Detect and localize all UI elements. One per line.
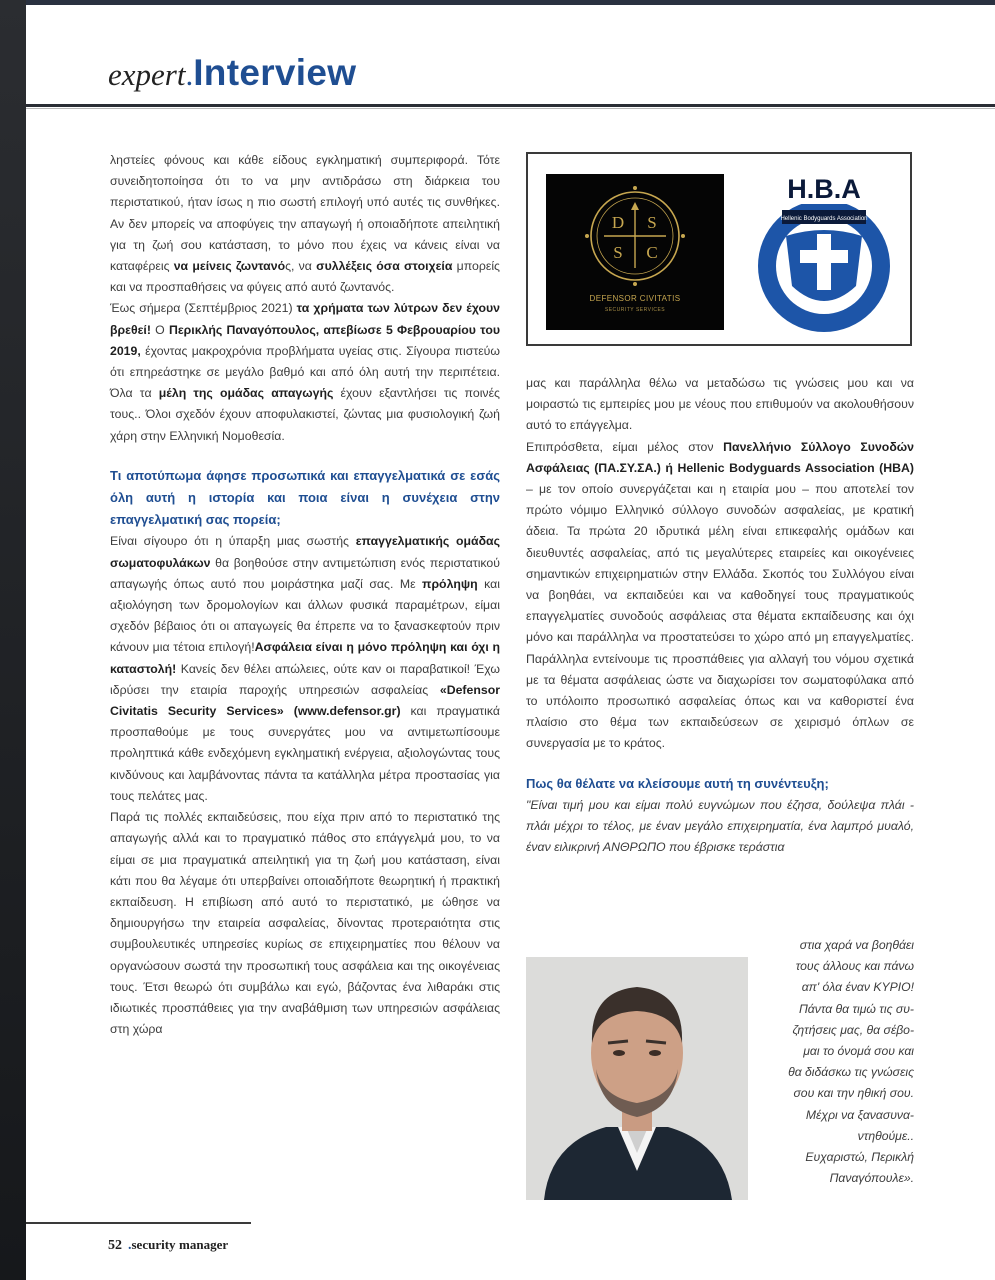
question-heading: Πως θα θέλατε να κλείσουμε αυτή τη συνέντευξη; (526, 775, 829, 791)
dssc-letter-s1: S (647, 213, 657, 232)
quote-line: μαι το όνομά σου και (803, 1044, 914, 1059)
quote-line: στια χαρά να βοηθάει (799, 938, 914, 952)
footer-rule (26, 1222, 251, 1224)
quote-line: τους άλλους και πάνω (795, 959, 914, 974)
quote-line: θα διδάσκω τις γνώσεις (788, 1065, 914, 1080)
masthead-prefix: expert (108, 57, 186, 92)
body-text: και πραγματικά προσπαθούμε με τους συνεργάτες μου να αντιμετωπίσουμε προληπτικά κάθε ενδεχόμενη εγκληματική ενέργεια, αξιολογώντας τους κινδύνους και λαμβάνοντας πάντα τα κατάλληλα μέτρα προστασίας για τους πελάτες μας. (110, 704, 500, 803)
quote-line: απ' όλα έναν ΚΥΡΙΟ! (801, 980, 914, 995)
quote-line: Μέχρι να ξανασυνα- (805, 1107, 914, 1122)
body-text: μας και παράλληλα θέλω να μεταδώσω τις γνώσεις μου και να μοιραστώ τις εμπειρίες μου με νέους που επιθυμούν να ακολουθήσουν αυτό το επάγγελμα. (526, 376, 914, 433)
magazine-name-a: security (131, 1237, 176, 1252)
masthead-dot: . (185, 57, 194, 92)
bold-text: τα χρήματα των λύτρων δεν έχουν βρεθεί! (110, 301, 500, 337)
left-column (110, 150, 500, 1040)
dssc-letter-d: D (611, 213, 625, 232)
hba-greek: ΠΑ.ΣΥ.ΣΑ (804, 302, 844, 312)
header-rule (26, 104, 995, 107)
bold-text: «Defensor Civitatis Security Services» (www.defensor.gr) (110, 682, 500, 719)
hba-logo (752, 166, 897, 336)
right-paragraph (526, 773, 914, 795)
quote-line: Ευχαριστώ, Περικλή (805, 1150, 914, 1165)
body-text: "Είναι τιμή μου και είμαι πολύ ευγνώμων που έζησα, δούλεψα πλάι - πλάι μέχρι το τέλος, με έναν μεγάλο επιχειρηματία, ένα λαμπρό μυαλό, έναν ειλικρινή ΑΝΘΡΩΠΟ που έβρισκε τεράστια (526, 797, 914, 855)
logos-box (526, 152, 912, 346)
quote-line: Πάντα θα τιμώ τις συ- (798, 1001, 914, 1016)
hba-banner: Hellenic Bodyguards Association (780, 216, 868, 222)
body-text: – με τον οποίο συνεργάζεται και η εταιρία μου – που αποτελεί τον πρώτο νόμιμο Ελληνικό σύλλογο συνοδών ασφαλείας, με κρατική άδεια. Τα πρώτα 20 ιδρυτικά μέλη είναι επικεφαλής ομάδων και διευθυντές ασφαλείας, από τις μεγαλύτερες εταιρείες και οικογένειες σημαντικών επιχειρηματιών στην Ελλάδα. Σκοπός του Συλλόγου είναι να βοηθάει, να εκπαιδεύει και να καθοδηγεί τους πραγματικούς επαγγελματίες συνοδούς ασφάλειας στα θέματα εκπαίδευσης και όχι μόνο και παράλληλα να προστατεύσει το χώρο από μη επαγγελματίες. Παράλληλα εντείνουμε τις προσπάθειες για αλλαγή του νόμου σχετικά με τα θέματα ασφάλειας ώστε να διαχωρίσει τον σωματοφύλακα από το υπόλοιπο προσωπικό ασφαλείας όπως και να καθοριστεί ένα πλαίσιο στο θέμα των εκπαιδεύσεων σε χειρισμό όπλων σε συνεργασία με το κράτος. (526, 482, 914, 751)
left-paragraph (110, 465, 500, 532)
bold-text: συλλέξεις όσα στοιχεία (316, 259, 453, 274)
bold-text: επαγγελματικής ομάδας σωματοφυλάκων (110, 534, 500, 570)
body-text: Έως σήμερα (Σεπτέμβριος 2021) (110, 301, 297, 316)
body-text: Είναι σίγουρο ότι η ύπαρξη μιας σωστής (110, 534, 356, 549)
body-text: μπορείς και να προσπαθήσεις να φύγεις από αυτό ζωντανός. (110, 259, 500, 295)
hba-emblem-icon (752, 166, 897, 336)
body-text: έχουν εξαντλήσει τις ποινές τους.. Όλοι σχεδόν έχουν αποφυλακιστεί, ζώντας μια φυσιολογική ζωή χάρη στην Ελληνική Νομοθεσία. (110, 386, 500, 443)
page-footer (108, 1237, 228, 1254)
masthead-title: Interview (193, 52, 357, 93)
body-text: έχοντας μακροχρόνια προβλήματα υγείας στις. Σίγουρα πιστεύω ότι επηρεάστηκε σε μεγάλο βαθμό και από όλη αυτή την περιπέτεια. Όλα τα (110, 343, 500, 401)
quote-line: Παναγόπουλε». (829, 1171, 914, 1186)
left-paragraph (110, 807, 500, 1040)
defensor-logo (546, 174, 724, 330)
right-paragraph (526, 373, 914, 437)
right-column (526, 373, 914, 858)
page-spine (0, 0, 26, 1280)
body-text: Παρά τις πολλές εκπαιδεύσεις, που είχα πριν από το περιστατικό της απαγωγής αλλά και το πραγματικό πάθος στο επάγγελμά μου, το να είμαι σε μια πραγματικά απειλητική για τη ζωή μου κατάσταση, είναι κάτι που θα λέγαμε ότι υπερβαίνει οποιαδήποτε θεωρητική ή πρακτική εκπαίδευση. Η επιβίωση από αυτό το περιστατικό, με ώθησε να δημιουργήσω την εταιρεία ασφαλείας, δίνοντας προτεραιότητα στις συμβουλευτικές υπηρεσίες κυρίως σε επιχειρηματίες που θέλουν να οργανώσουν σωστά την προσωπική τους ασφάλεια και της οικογένειας τους. Έτσι θεωρώ ότι συμβάλω και εγώ, βάζοντας ένα λιθαράκι στις ιδιωτικές προσπάθειες για την αναβάθμιση των υπηρεσιών ασφάλειας στη χώρα (110, 810, 500, 1037)
top-band (26, 0, 995, 5)
dssc-letter-s2: S (613, 243, 623, 262)
bold-text: Ασφάλεια είναι η μόνο πρόληψη και όχι η καταστολή! (110, 640, 500, 676)
quote-line: σου και την ηθική σου. (793, 1086, 914, 1101)
body-text: Επιπρόσθετα, είμαι μέλος στον (526, 439, 724, 454)
quote-line: ζητήσεις μας, θα σέβο- (792, 1022, 914, 1037)
left-paragraph (110, 298, 500, 446)
left-paragraph (110, 531, 500, 807)
dssc-subtitle: SECURITY SERVICES (604, 307, 666, 313)
question-heading: Τι αποτύπωμα άφησε προσωπικά και επαγγελματικά σε εσάς όλη αυτή η ιστορία και ποια είναι η συνέχεια στην επαγγελματική σας πορεία; (110, 467, 500, 528)
footer-dot: . (128, 1238, 132, 1253)
page-number: 52 (108, 1238, 122, 1253)
body-text: θα βοηθούσε στην αντιμετώπιση ενός περιστατικού απαγωγής όπως αυτό που μοιράστηκα μαζί σας. Με (110, 555, 500, 591)
closing-quote-continued (752, 935, 914, 1189)
bold-text: Περικλής Παναγόπουλος, απεβίωσε 5 Φεβρουαρίου του 2019, (110, 322, 500, 358)
body-text: ληστείες φόνους και κάθε είδους εγκληματική συμπεριφορά. Τότε συνειδητοποίησα ότι το να μην αντιδράσω στη διάρκεια του περιστατικού, ήταν ίσως η πιο σωστή επιλογή υπό αυτές τις συνθήκες. Αν δεν μπορείς να αποφύγεις την απαγωγή ή οποιαδήποτε απειλητική για τη ζωή σου κατάσταση, το μόνο που έχεις να κάνεις είναι να καταφέρεις (110, 153, 500, 274)
bold-text: να μείνεις ζωντανό (173, 259, 286, 274)
body-text: Ο (150, 322, 169, 337)
bold-text: μέλη της ομάδας απαγωγής (158, 386, 334, 401)
left-paragraph (110, 150, 500, 298)
magazine-name-b: manager (179, 1237, 229, 1252)
quote-line: ντηθούμε.. (857, 1128, 914, 1143)
dssc-letter-c: C (646, 243, 658, 262)
body-text: και αξιολόγηση των δρομολογίων και άλλων φυσικά παραμέτρων, είμαι σχεδόν βέβαιος ότι οι απαγωγείς θα έπρεπε να το ξανασκεφτούν πριν κάνουν μια τέτοια επιλογή! (110, 576, 500, 655)
right-paragraph (526, 437, 914, 755)
header-rule-thin (26, 108, 995, 109)
portrait-man-icon (526, 957, 748, 1200)
portrait-photo (526, 957, 748, 1200)
bold-text: Πανελλήνιο Σύλλογο Συνοδών Ασφάλειας (ΠΑ.ΣΥ.ΣΑ.) ή Hellenic Bodyguards Association (HBA) (526, 439, 914, 475)
hba-abbr: H.B.A (787, 174, 861, 204)
dssc-name: DEFENSOR CIVITATIS (589, 294, 681, 303)
section-masthead (108, 52, 356, 102)
bold-text: πρόληψη (422, 576, 478, 591)
body-text: ς, να (285, 259, 317, 274)
body-text: Κανείς δεν θέλει απώλειες, ούτε καν οι παραβατικοί! Έχω ιδρύσει την εταιρία παροχής υπηρεσιών ασφαλείας (110, 661, 500, 697)
right-paragraph (526, 795, 914, 859)
